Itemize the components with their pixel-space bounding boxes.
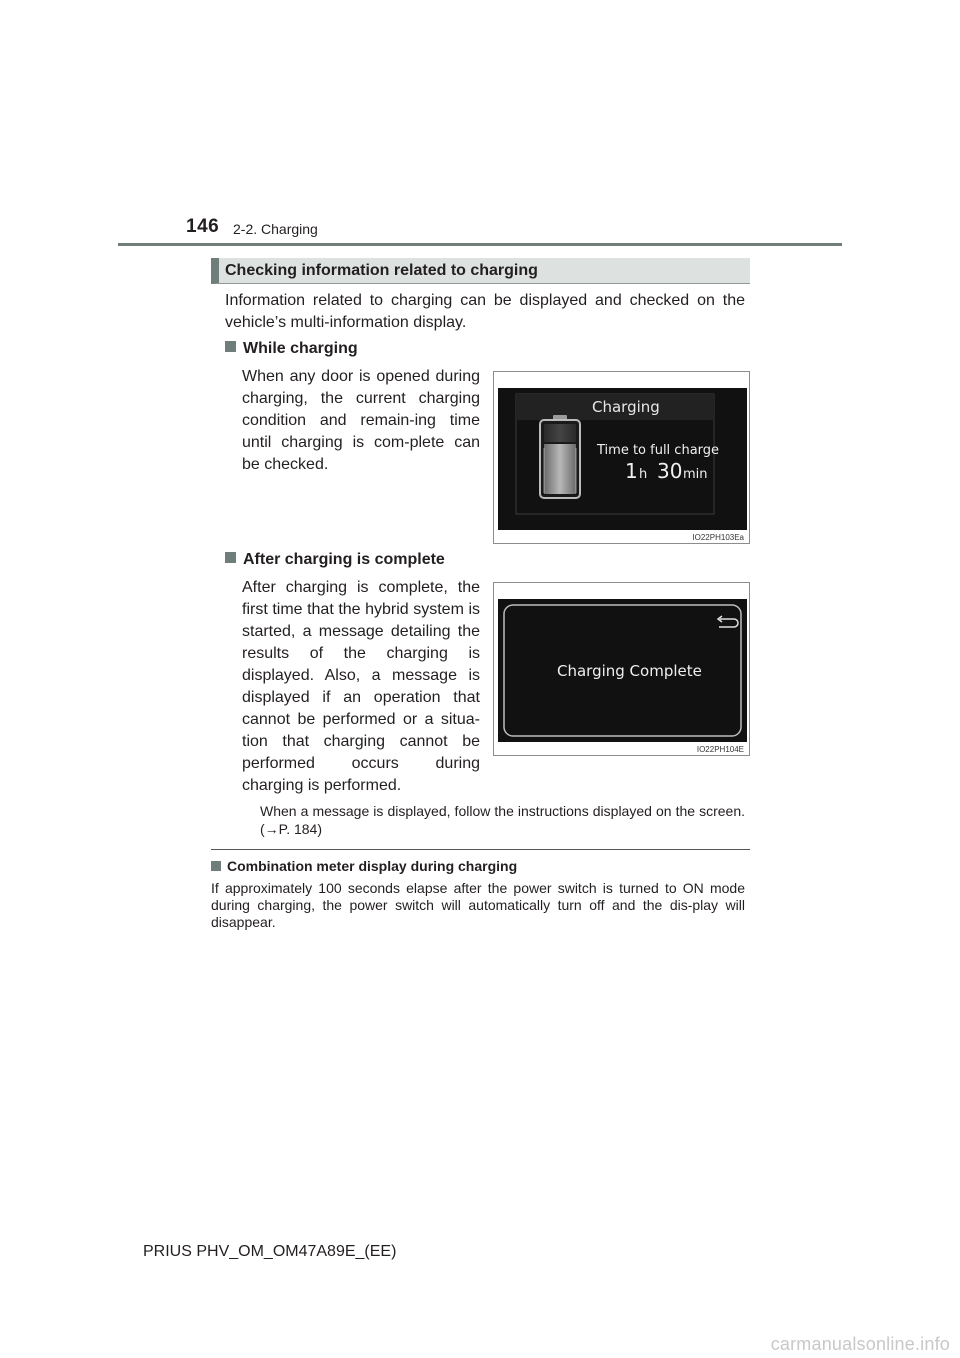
square-bullet-icon	[211, 861, 221, 871]
time-label: Time to full charge	[597, 443, 720, 458]
intro-paragraph: Information related to charging can be displayed and checked on the vehicle’s multi-information display.	[225, 292, 745, 331]
instruction-note: When a message is displayed, follow the instructions displayed on the screen. (→P. 184)	[260, 803, 745, 837]
multi-information-display	[498, 388, 747, 530]
header-rule	[118, 243, 842, 246]
after-charging-heading	[225, 551, 445, 569]
page-number: 146	[186, 216, 220, 237]
square-bullet-icon	[225, 341, 236, 352]
combination-meter-heading-text: Combination meter display during charging	[227, 858, 518, 874]
combination-meter-text: If approximately 100 seconds elapse after the power switch is turned to ON mode during charging, the power switch will automatically turn off and the dis-play will disappear.	[211, 880, 745, 930]
hours-unit: h	[639, 467, 648, 482]
minutes-value: 30	[657, 459, 683, 483]
hours-value: 1	[625, 459, 638, 483]
while-charging-text: When any door is opened during charging, the current charging condition and remain-ing time until charging is com-plete can be checked.	[242, 368, 480, 473]
figure-code: IO22PH104E	[696, 745, 744, 754]
charging-complete-figure	[493, 582, 750, 756]
complete-screen-graphic	[498, 599, 747, 742]
multi-information-display	[498, 599, 747, 742]
manual-code: PRIUS PHV_OM_OM47A89E_(EE)	[143, 1243, 397, 1260]
while-charging-heading	[225, 340, 358, 358]
divider	[211, 849, 750, 850]
after-charging-heading-text: After charging is complete	[243, 551, 445, 568]
section-heading	[211, 258, 750, 284]
after-charging-text: After charging is complete, the first time that the hybrid system is started, a message detailing the results of the charging is displayed. Also, a message is displayed if an operation that cannot be performed or a situa-tion that charging cannot be performed occurs during charging is performed.	[242, 579, 480, 794]
charging-complete-message: Charging Complete	[557, 662, 702, 680]
minutes-unit: min	[683, 467, 708, 482]
battery-icon	[540, 415, 580, 498]
screen-title: Charging	[592, 398, 660, 416]
section-title: Checking information related to charging	[225, 262, 538, 279]
while-charging-heading-text: While charging	[243, 340, 358, 357]
charging-display-figure	[493, 371, 750, 544]
figure-code: IO22PH103Ea	[692, 533, 744, 542]
combination-meter-heading	[211, 858, 517, 874]
watermark: carmanualsonline.info	[770, 1334, 950, 1354]
breadcrumb: 2-2. Charging	[233, 221, 318, 237]
square-bullet-icon	[225, 552, 236, 563]
charging-screen-graphic	[498, 388, 747, 530]
